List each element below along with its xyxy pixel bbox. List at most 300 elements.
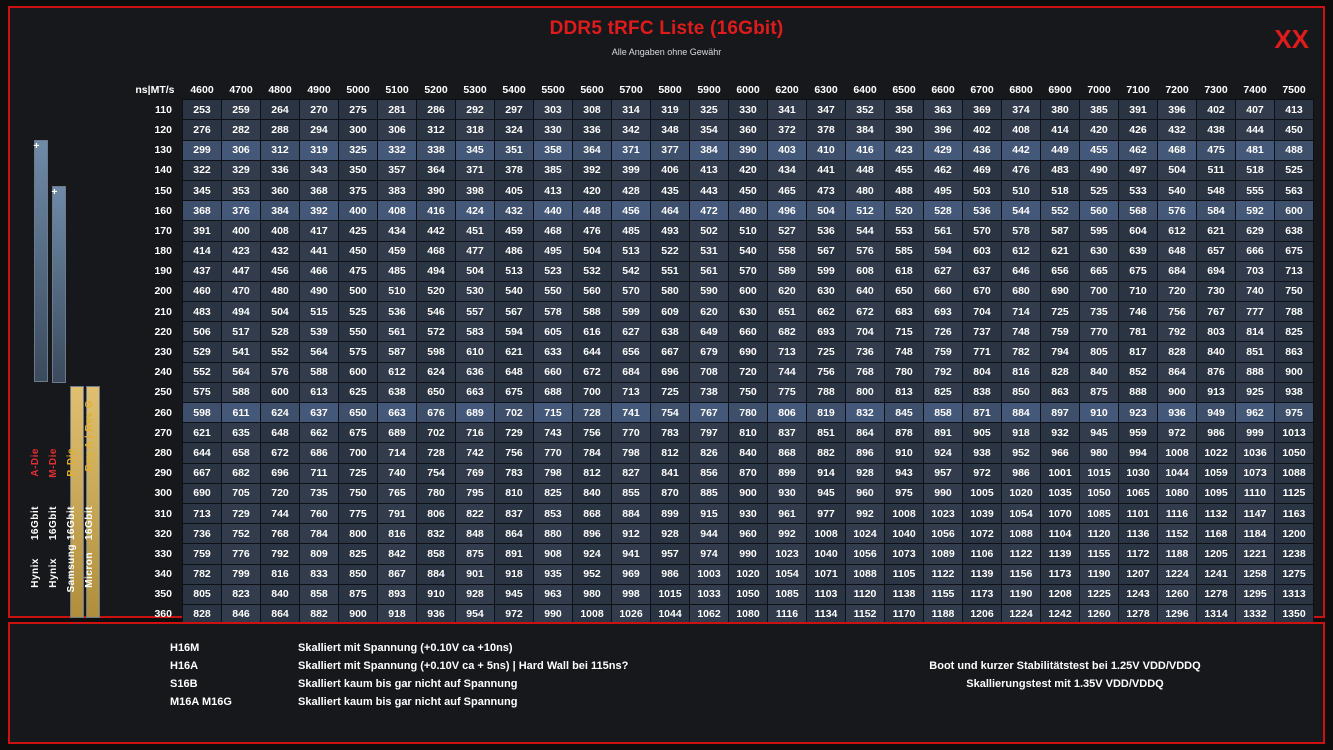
table-cell: 517 xyxy=(222,322,261,342)
table-cell: 604 xyxy=(1119,221,1158,241)
table-cell: 1132 xyxy=(1197,503,1236,523)
table-cell: 686 xyxy=(300,443,339,463)
table-cell: 375 xyxy=(339,180,378,200)
table-cell: 794 xyxy=(1041,342,1080,362)
table-cell: 900 xyxy=(339,604,378,624)
table-cell: 675 xyxy=(1275,241,1314,261)
capacity-label-2: 16Gbit xyxy=(48,506,59,541)
table-cell: 441 xyxy=(807,160,846,180)
table-cell: 729 xyxy=(495,423,534,443)
table-cell: 364 xyxy=(417,160,456,180)
table-cell: 1044 xyxy=(1158,463,1197,483)
table-cell: 368 xyxy=(183,201,222,221)
table-cell: 850 xyxy=(1002,382,1041,402)
table-row xyxy=(106,100,1314,120)
table-cell: 609 xyxy=(651,302,690,322)
table-cell: 748 xyxy=(885,342,924,362)
table-cell: 448 xyxy=(846,160,885,180)
table-cell: 833 xyxy=(300,564,339,584)
table-cell: 449 xyxy=(1041,140,1080,160)
table-cell: 1332 xyxy=(1236,604,1275,624)
table-cell: 376 xyxy=(222,201,261,221)
table-cell: 552 xyxy=(183,362,222,382)
table-cell: 621 xyxy=(1197,221,1236,241)
table-cell: 998 xyxy=(612,584,651,604)
table-cell: 672 xyxy=(846,302,885,322)
table-cell: 756 xyxy=(495,443,534,463)
table-cell: 649 xyxy=(690,322,729,342)
table-cell: 662 xyxy=(300,423,339,443)
table-cell: 441 xyxy=(300,241,339,261)
table-cell: 905 xyxy=(963,423,1002,443)
table-cell: 595 xyxy=(1080,221,1119,241)
table-cell: 1258 xyxy=(1236,564,1275,584)
table-cell: 385 xyxy=(1080,100,1119,120)
table-cell: 1073 xyxy=(885,544,924,564)
table-cell: 754 xyxy=(651,403,690,423)
table-cell: 417 xyxy=(300,221,339,241)
column-header-4600: 4600 xyxy=(190,83,214,96)
column-header-5600: 5600 xyxy=(580,83,604,96)
vendor-label-4: Micron xyxy=(84,552,95,588)
table-cell: 599 xyxy=(612,302,651,322)
table-cell: 864 xyxy=(1158,362,1197,382)
table-cell: 999 xyxy=(1236,423,1275,443)
table-cell: 319 xyxy=(651,100,690,120)
table-cell: 253 xyxy=(183,100,222,120)
table-cell: 360 xyxy=(261,180,300,200)
table-cell: 1170 xyxy=(885,604,924,624)
plus-marker-2: + xyxy=(50,188,61,195)
table-cell: 810 xyxy=(495,483,534,503)
table-cell: 408 xyxy=(261,221,300,241)
note-text: Skalliert kaum bis gar nicht auf Spannung xyxy=(298,696,518,708)
table-cell: 915 xyxy=(690,503,729,523)
table-cell: 550 xyxy=(339,322,378,342)
table-cell: 599 xyxy=(807,261,846,281)
table-cell: 1040 xyxy=(885,524,924,544)
table-cell: 435 xyxy=(651,180,690,200)
table-cell: 930 xyxy=(768,483,807,503)
table-cell: 627 xyxy=(924,261,963,281)
table-cell: 759 xyxy=(183,544,222,564)
table-cell: 403 xyxy=(768,140,807,160)
table-cell: 456 xyxy=(261,261,300,281)
table-cell: 1071 xyxy=(807,564,846,584)
table-cell: 392 xyxy=(300,201,339,221)
table-cell: 1122 xyxy=(1002,544,1041,564)
table-cell: 828 xyxy=(183,604,222,624)
table-cell: 1080 xyxy=(1158,483,1197,503)
table-cell: 913 xyxy=(1197,382,1236,402)
column-header-5800: 5800 xyxy=(658,83,682,96)
table-cell: 531 xyxy=(690,241,729,261)
table-cell: 1122 xyxy=(924,564,963,584)
table-cell: 398 xyxy=(456,180,495,200)
table-cell: 413 xyxy=(1275,100,1314,120)
note-text: Skalliert mit Spannung (+0.10V ca + 5ns) | Hard Wall bei 115ns? xyxy=(298,660,629,672)
table-cell: 961 xyxy=(768,503,807,523)
column-header-5000: 5000 xyxy=(346,83,370,96)
table-row xyxy=(106,322,1314,342)
table-cell: 598 xyxy=(183,403,222,423)
table-cell: 468 xyxy=(417,241,456,261)
table-cell: 756 xyxy=(807,362,846,382)
table-cell: 380 xyxy=(1041,100,1080,120)
table-cell: 358 xyxy=(885,100,924,120)
table-cell: 432 xyxy=(1158,120,1197,140)
table-cell: 716 xyxy=(456,423,495,443)
table-cell: 806 xyxy=(417,503,456,523)
table-cell: 525 xyxy=(339,302,378,322)
table-cell: 1139 xyxy=(963,564,1002,584)
row-header-230: 230 xyxy=(154,346,172,359)
table-cell: 784 xyxy=(300,524,339,544)
table-cell: 428 xyxy=(612,180,651,200)
table-cell: 357 xyxy=(378,160,417,180)
table-cell: 1040 xyxy=(807,544,846,564)
table-cell: 396 xyxy=(1158,100,1197,120)
table-row xyxy=(106,483,1314,503)
table-cell: 910 xyxy=(885,443,924,463)
table-cell: 777 xyxy=(1236,302,1275,322)
table-cell: 986 xyxy=(1002,463,1041,483)
table-cell: 590 xyxy=(690,281,729,301)
table-cell: 680 xyxy=(1002,281,1041,301)
table-cell: 416 xyxy=(846,140,885,160)
table-cell: 924 xyxy=(924,443,963,463)
table-row xyxy=(106,302,1314,322)
table-cell: 784 xyxy=(573,443,612,463)
table-cell: 413 xyxy=(690,160,729,180)
table-cell: 986 xyxy=(651,564,690,584)
table-cell: 504 xyxy=(456,261,495,281)
table-cell: 407 xyxy=(1236,100,1275,120)
table-cell: 630 xyxy=(807,281,846,301)
table-cell: 600 xyxy=(1275,201,1314,221)
table-cell: 438 xyxy=(1197,120,1236,140)
table-cell: 683 xyxy=(885,302,924,322)
note-key: H16A xyxy=(170,660,199,672)
table-cell: 858 xyxy=(924,403,963,423)
table-cell: 329 xyxy=(222,160,261,180)
table-cell: 420 xyxy=(573,180,612,200)
table-cell: 949 xyxy=(1197,403,1236,423)
table-cell: 264 xyxy=(261,100,300,120)
table-cell: 884 xyxy=(417,564,456,584)
table-cell: 845 xyxy=(885,403,924,423)
table-cell: 436 xyxy=(963,140,1002,160)
table-cell: 585 xyxy=(885,241,924,261)
table-cell: 759 xyxy=(1041,322,1080,342)
table-cell: 1088 xyxy=(1002,524,1041,544)
table-cell: 713 xyxy=(768,342,807,362)
table-cell: 496 xyxy=(768,201,807,221)
table-cell: 613 xyxy=(300,382,339,402)
row-header-360: 360 xyxy=(154,608,172,621)
table-cell: 952 xyxy=(573,564,612,584)
table-cell: 504 xyxy=(261,302,300,322)
table-cell: 584 xyxy=(1197,201,1236,221)
table-cell: 735 xyxy=(1080,302,1119,322)
corner-mark: XX xyxy=(1274,24,1309,54)
table-cell: 780 xyxy=(729,403,768,423)
table-cell: 918 xyxy=(378,604,417,624)
table-cell: 336 xyxy=(573,120,612,140)
table-cell: 1295 xyxy=(1236,584,1275,604)
table-cell: 561 xyxy=(378,322,417,342)
table-cell: 532 xyxy=(573,261,612,281)
table-cell: 450 xyxy=(339,241,378,261)
table-cell: 561 xyxy=(924,221,963,241)
table-cell: 725 xyxy=(807,342,846,362)
table-cell: 1085 xyxy=(768,584,807,604)
table-cell: 515 xyxy=(300,302,339,322)
table-cell: 756 xyxy=(1158,302,1197,322)
table-cell: 578 xyxy=(534,302,573,322)
table-cell: 840 xyxy=(1197,342,1236,362)
table-cell: 294 xyxy=(300,120,339,140)
table-row xyxy=(106,524,1314,544)
table-corner-header: ns|MT/s xyxy=(135,83,175,96)
table-row xyxy=(106,544,1314,564)
table-row xyxy=(106,140,1314,160)
table-cell: 729 xyxy=(222,503,261,523)
row-header-320: 320 xyxy=(154,527,172,540)
table-cell: 980 xyxy=(573,584,612,604)
table-cell: 350 xyxy=(339,160,378,180)
table-cell: 980 xyxy=(1080,443,1119,463)
table-cell: 483 xyxy=(1041,160,1080,180)
table-cell: 483 xyxy=(183,302,222,322)
table-cell: 624 xyxy=(417,362,456,382)
table-cell: 618 xyxy=(885,261,924,281)
table-cell: 975 xyxy=(885,483,924,503)
table-cell: 945 xyxy=(1080,423,1119,443)
table-cell: 512 xyxy=(846,201,885,221)
table-cell: 741 xyxy=(612,403,651,423)
table-cell: 914 xyxy=(807,463,846,483)
table-cell: 990 xyxy=(534,604,573,624)
table-cell: 600 xyxy=(261,382,300,402)
table-cell: 768 xyxy=(261,524,300,544)
table-cell: 493 xyxy=(651,221,690,241)
table-cell: 510 xyxy=(378,281,417,301)
table-cell: 675 xyxy=(495,382,534,402)
table-cell: 1242 xyxy=(1041,604,1080,624)
table-cell: 528 xyxy=(261,322,300,342)
table-cell: 580 xyxy=(651,281,690,301)
table-cell: 726 xyxy=(924,322,963,342)
table-cell: 863 xyxy=(1275,342,1314,362)
table-cell: 713 xyxy=(183,503,222,523)
table-cell: 363 xyxy=(924,100,963,120)
table-cell: 406 xyxy=(651,160,690,180)
table-cell: 884 xyxy=(1002,403,1041,423)
table-cell: 475 xyxy=(1197,140,1236,160)
table-cell: 754 xyxy=(417,463,456,483)
table-cell: 954 xyxy=(456,604,495,624)
table-cell: 473 xyxy=(807,180,846,200)
table-cell: 850 xyxy=(339,564,378,584)
table-cell: 900 xyxy=(1275,362,1314,382)
table-cell: 720 xyxy=(1158,281,1197,301)
table-cell: 360 xyxy=(729,120,768,140)
table-cell: 1023 xyxy=(924,503,963,523)
table-cell: 1104 xyxy=(1041,524,1080,544)
table-cell: 1260 xyxy=(1080,604,1119,624)
table-cell: 791 xyxy=(378,503,417,523)
table-cell: 540 xyxy=(495,281,534,301)
table-cell: 828 xyxy=(1041,362,1080,382)
row-header-140: 140 xyxy=(154,164,172,177)
table-row xyxy=(106,221,1314,241)
table-cell: 481 xyxy=(1236,140,1275,160)
column-header-5100: 5100 xyxy=(385,83,409,96)
table-cell: 819 xyxy=(807,403,846,423)
table-cell: 840 xyxy=(573,483,612,503)
table-cell: 792 xyxy=(261,544,300,564)
table-cell: 990 xyxy=(924,483,963,503)
table-cell: 759 xyxy=(924,342,963,362)
table-cell: 656 xyxy=(612,342,651,362)
table-cell: 338 xyxy=(417,140,456,160)
table-cell: 480 xyxy=(261,281,300,301)
table-cell: 564 xyxy=(222,362,261,382)
table-cell: 800 xyxy=(846,382,885,402)
table-cell: 1138 xyxy=(885,584,924,604)
table-cell: 690 xyxy=(729,342,768,362)
table-cell: 1054 xyxy=(1002,503,1041,523)
table-cell: 560 xyxy=(573,281,612,301)
table-cell: 588 xyxy=(222,382,261,402)
table-cell: 928 xyxy=(456,584,495,604)
table-cell: 552 xyxy=(261,342,300,362)
table-cell: 455 xyxy=(1080,140,1119,160)
table-cell: 689 xyxy=(456,403,495,423)
row-header-350: 350 xyxy=(154,588,172,601)
table-cell: 1044 xyxy=(651,604,690,624)
die-label-a: A-Die xyxy=(30,448,41,477)
table-cell: 650 xyxy=(417,382,456,402)
table-cell: 813 xyxy=(885,382,924,402)
trfc-table xyxy=(106,80,1314,645)
column-header-4900: 4900 xyxy=(307,83,331,96)
table-cell: 750 xyxy=(729,382,768,402)
note-text: Skalliert kaum bis gar nicht auf Spannung xyxy=(298,678,518,690)
table-cell: 1054 xyxy=(768,564,807,584)
table-cell: 876 xyxy=(1197,362,1236,382)
table-cell: 700 xyxy=(339,443,378,463)
table-cell: 952 xyxy=(1002,443,1041,463)
table-cell: 510 xyxy=(729,221,768,241)
table-cell: 525 xyxy=(1275,160,1314,180)
table-cell: 858 xyxy=(417,544,456,564)
table-cell: 893 xyxy=(378,584,417,604)
table-cell: 738 xyxy=(690,382,729,402)
table-cell: 837 xyxy=(768,423,807,443)
table-cell: 725 xyxy=(1041,302,1080,322)
table-cell: 840 xyxy=(729,443,768,463)
table-cell: 690 xyxy=(183,483,222,503)
table-cell: 541 xyxy=(222,342,261,362)
table-cell: 896 xyxy=(846,443,885,463)
table-cell: 575 xyxy=(339,342,378,362)
table-cell: 460 xyxy=(183,281,222,301)
table-cell: 442 xyxy=(1002,140,1041,160)
table-cell: 941 xyxy=(612,544,651,564)
table-cell: 923 xyxy=(1119,403,1158,423)
table-cell: 703 xyxy=(1236,261,1275,281)
capacity-label-1: 16Gbit xyxy=(30,506,41,541)
table-cell: 270 xyxy=(300,100,339,120)
table-cell: 464 xyxy=(651,201,690,221)
row-header-270: 270 xyxy=(154,426,172,439)
table-cell: 736 xyxy=(183,524,222,544)
table-cell: 536 xyxy=(963,201,1002,221)
table-cell: 570 xyxy=(612,281,651,301)
table-cell: 900 xyxy=(729,483,768,503)
table-cell: 966 xyxy=(1041,443,1080,463)
table-cell: 788 xyxy=(807,382,846,402)
table-cell: 322 xyxy=(183,160,222,180)
table-cell: 798 xyxy=(612,443,651,463)
table-cell: 700 xyxy=(573,382,612,402)
table-cell: 1190 xyxy=(1080,564,1119,584)
table-cell: 825 xyxy=(1275,322,1314,342)
table-cell: 975 xyxy=(1275,403,1314,423)
table-cell: 555 xyxy=(1236,180,1275,200)
table-cell: 558 xyxy=(768,241,807,261)
table-cell: 825 xyxy=(924,382,963,402)
table-cell: 410 xyxy=(807,140,846,160)
table-cell: 570 xyxy=(963,221,1002,241)
table-cell: 1030 xyxy=(1119,463,1158,483)
table-cell: 827 xyxy=(612,463,651,483)
table-cell: 1050 xyxy=(729,584,768,604)
table-cell: 792 xyxy=(924,362,963,382)
table-row xyxy=(106,564,1314,584)
table-cell: 1056 xyxy=(846,544,885,564)
table-cell: 306 xyxy=(378,120,417,140)
table-cell: 899 xyxy=(651,503,690,523)
column-header-5300: 5300 xyxy=(463,83,487,96)
column-header-6200: 6200 xyxy=(775,83,799,96)
column-header-5700: 5700 xyxy=(619,83,643,96)
table-cell: 550 xyxy=(534,281,573,301)
table-cell: 1008 xyxy=(807,524,846,544)
table-cell: 525 xyxy=(1080,180,1119,200)
table-cell: 644 xyxy=(573,342,612,362)
table-cell: 1190 xyxy=(1002,584,1041,604)
table-cell: 1200 xyxy=(1275,524,1314,544)
table-cell: 462 xyxy=(924,160,963,180)
table-cell: 466 xyxy=(300,261,339,281)
table-cell: 901 xyxy=(456,564,495,584)
table-cell: 383 xyxy=(378,180,417,200)
table-cell: 735 xyxy=(300,483,339,503)
row-header-200: 200 xyxy=(154,285,172,298)
table-cell: 667 xyxy=(183,463,222,483)
table-cell: 518 xyxy=(1041,180,1080,200)
column-header-7100: 7100 xyxy=(1126,83,1150,96)
table-cell: 459 xyxy=(495,221,534,241)
table-cell: 1088 xyxy=(1275,463,1314,483)
table-cell: 1314 xyxy=(1197,604,1236,624)
table-cell: 638 xyxy=(1275,221,1314,241)
table-cell: 780 xyxy=(417,483,456,503)
table-cell: 1224 xyxy=(1158,564,1197,584)
